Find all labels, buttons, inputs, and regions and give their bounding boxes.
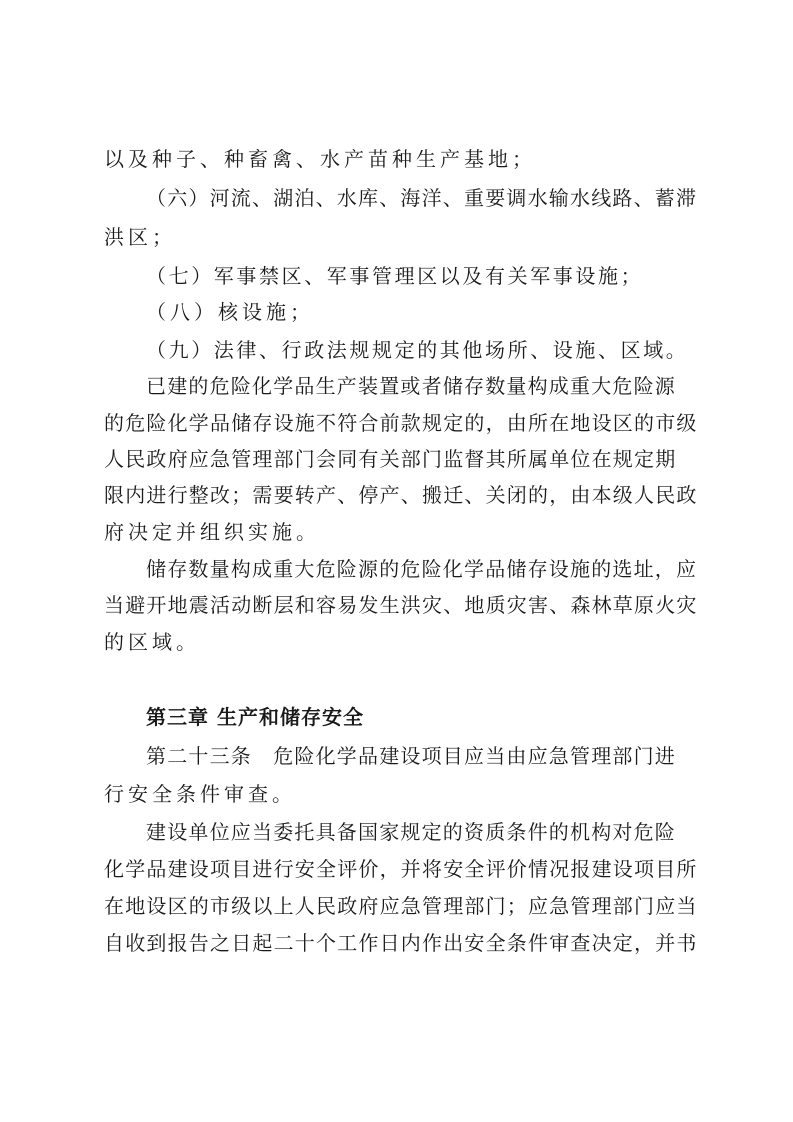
text-line: 府决定并组织实施。 [104,520,320,544]
text-line: 的区域。 [104,630,200,654]
text-line: 化学品建设项目进行安全评价，并将安全评价情况报建设项目所 [104,857,698,881]
text-line: 人民政府应急管理部门会同有关部门监督其所属单位在规定期 [104,447,677,471]
text-line: 行安全条件审查。 [104,782,296,806]
text-line: （七）军事禁区、军事管理区以及有关军事设施； [146,264,644,288]
text-line: （八）核设施； [146,300,314,324]
text-line: 的危险化学品储存设施不符合前款规定的，由所在地设区的市级 [104,411,698,435]
text-line: 自收到报告之日起二十个工作日内作出安全条件审查决定，并书 [104,931,698,955]
text-line: 以及种子、种畜禽、水产苗种生产基地； [104,147,536,171]
text-line: 限内进行整改；需要转产、停产、搬迁、关闭的，由本级人民政 [104,483,698,507]
text-line: 洪区； [104,225,176,249]
text-line: 已建的危险化学品生产装置或者储存数量构成重大危险源 [146,374,676,398]
text-line: 当避开地震活动断层和容易发生洪灾、地质灾害、森林草原火灾 [104,593,698,617]
chapter-heading: 第三章 生产和储存安全 [146,705,364,729]
text-line: 储存数量构成重大危险源的危险化学品储存设施的选址，应 [146,557,698,581]
text-line: 建设单位应当委托具备国家规定的资质条件的机构对危险 [146,820,676,844]
text-line: 在地设区的市级以上人民政府应急管理部门；应急管理部门应当 [104,894,698,918]
article-heading-line: 第二十三条 危险化学品建设项目应当由应急管理部门进 [146,744,676,768]
text-line: （六）河流、湖泊、水库、海洋、重要调水输水线路、蓄滞 [146,186,698,210]
text-line: （九）法律、行政法规规定的其他场所、设施、区域。 [146,338,689,362]
